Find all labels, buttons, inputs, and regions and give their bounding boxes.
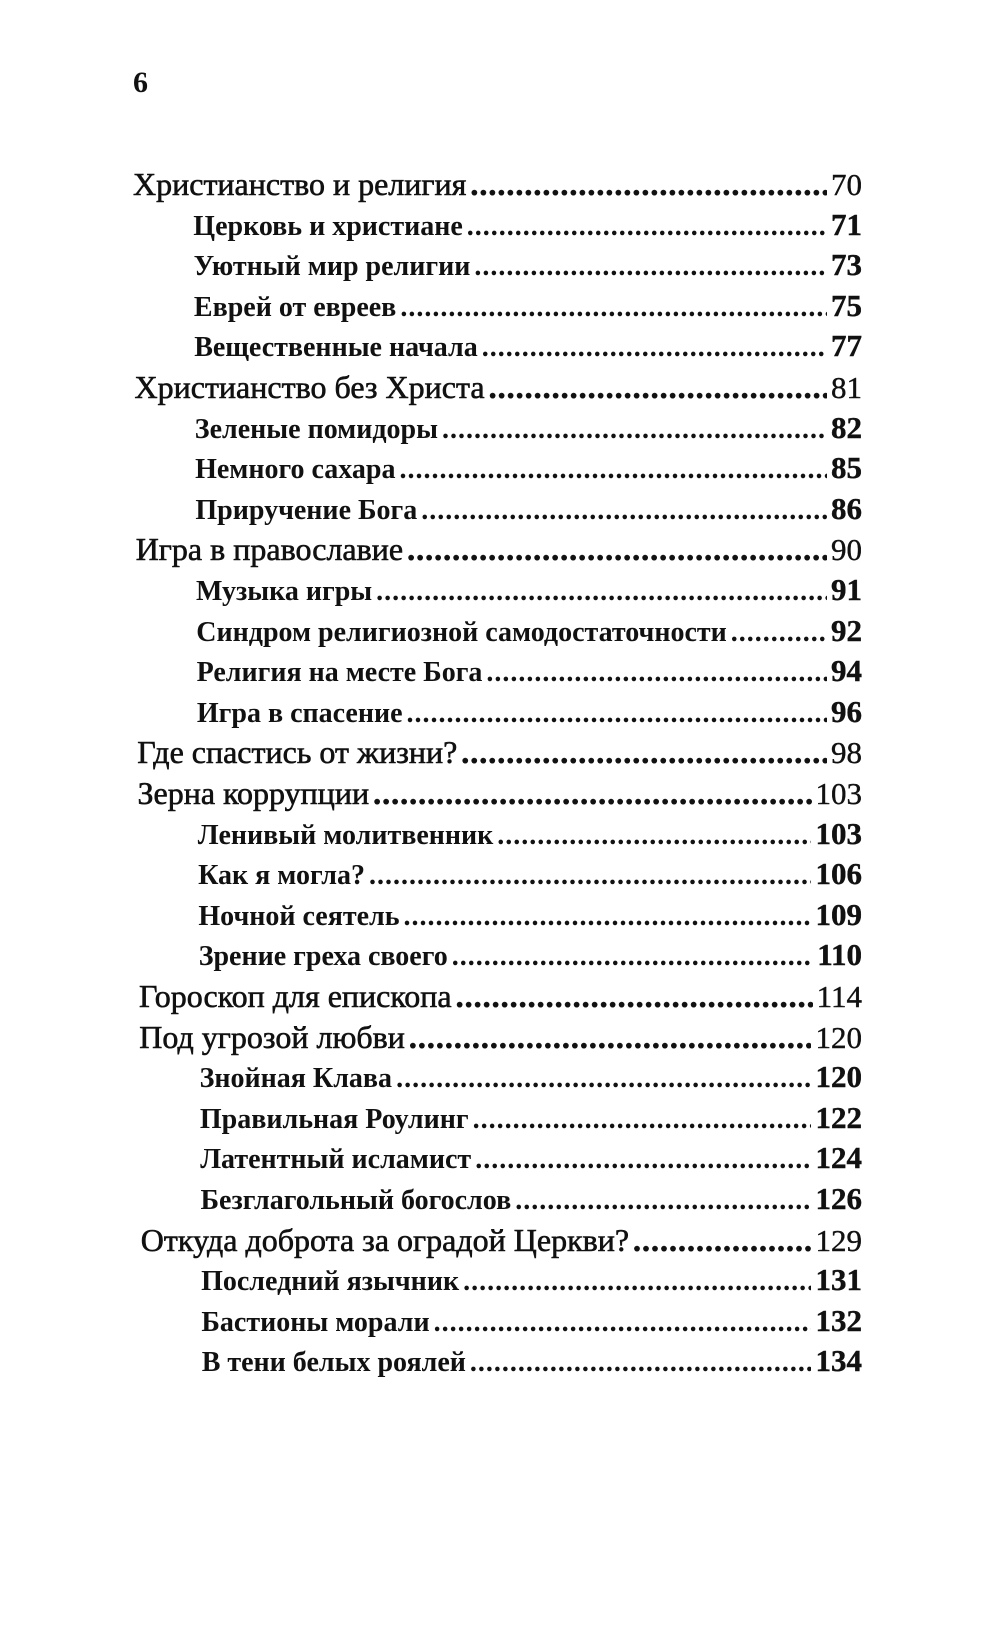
toc-entry-page: 92 bbox=[830, 612, 862, 648]
toc-entry-page: 96 bbox=[830, 693, 862, 729]
toc-section bbox=[199, 934, 862, 976]
toc-entry-page: 91 bbox=[831, 572, 862, 607]
toc-dot-leader bbox=[452, 936, 813, 978]
toc-section bbox=[197, 691, 862, 733]
toc-entry-page: 85 bbox=[830, 450, 862, 486]
toc-dot-leader bbox=[515, 1180, 811, 1222]
toc-entry-title: Приручение Бога bbox=[195, 494, 418, 526]
toc-entry-page: 86 bbox=[830, 490, 862, 526]
toc-dot-leader bbox=[373, 772, 811, 814]
toc-entry-title: Бастионы морали bbox=[201, 1306, 430, 1338]
toc-entry-page: 122 bbox=[815, 1099, 862, 1135]
toc-dot-leader bbox=[409, 1016, 812, 1058]
toc-chapter bbox=[133, 163, 862, 205]
toc-entry-page: 82 bbox=[830, 409, 862, 445]
toc-dot-leader bbox=[404, 896, 812, 938]
toc-entry-title: Христианство и религия bbox=[133, 166, 467, 202]
toc-entry-page: 106 bbox=[815, 856, 862, 892]
toc-chapter bbox=[139, 975, 862, 1017]
toc-entry-page: 103 bbox=[815, 776, 862, 811]
toc-dot-leader bbox=[400, 449, 827, 491]
toc-entry-page: 110 bbox=[817, 937, 862, 973]
toc-entry-title: Ленивый молитвенник bbox=[197, 819, 494, 851]
toc-entry-page: 77 bbox=[830, 328, 862, 364]
toc-dot-leader bbox=[396, 1058, 811, 1100]
toc-entry-page: 90 bbox=[830, 532, 862, 568]
toc-chapter bbox=[137, 731, 862, 773]
toc-chapter bbox=[141, 1219, 862, 1261]
toc-entry-page: 132 bbox=[815, 1302, 862, 1338]
toc-dot-leader bbox=[467, 206, 827, 248]
toc-entry-page: 134 bbox=[815, 1343, 862, 1379]
toc-section bbox=[201, 1300, 862, 1342]
toc-chapter bbox=[135, 366, 863, 408]
toc-entry-title: Под угрозой любви bbox=[139, 1018, 405, 1055]
toc-entry-page: 114 bbox=[816, 979, 862, 1014]
toc-section bbox=[198, 853, 862, 895]
toc-entry-page: 81 bbox=[831, 370, 862, 405]
toc-entry-title: Зерна коррупции bbox=[137, 775, 370, 811]
toc-section bbox=[195, 488, 862, 530]
toc-dot-leader bbox=[463, 1261, 811, 1303]
toc-section bbox=[196, 569, 862, 611]
toc-section bbox=[193, 204, 862, 246]
toc-entry-title: Игра в спасение bbox=[196, 697, 403, 729]
toc-dot-leader bbox=[461, 731, 827, 773]
toc-entry-title: Немного сахара bbox=[195, 454, 396, 486]
toc-entry-page: 75 bbox=[830, 287, 862, 323]
toc-section bbox=[200, 1137, 862, 1179]
toc-entry-title: В тени белых роялей bbox=[201, 1347, 466, 1379]
toc-dot-leader bbox=[474, 246, 827, 288]
toc-entry-title: Церковь и христиане bbox=[193, 210, 463, 242]
toc-section bbox=[194, 285, 862, 327]
toc-dot-leader bbox=[407, 693, 827, 735]
toc-section bbox=[198, 894, 862, 936]
toc-entry-page: 124 bbox=[815, 1140, 862, 1176]
toc-entry-title: Христианство без Христа bbox=[134, 369, 485, 405]
toc-entry-title: Латентный исламист bbox=[200, 1144, 472, 1176]
toc-entry-page: 70 bbox=[831, 167, 862, 202]
toc-section bbox=[197, 650, 862, 692]
toc-entry-page: 120 bbox=[815, 1019, 862, 1055]
toc-dot-leader bbox=[456, 975, 813, 1017]
toc-entry-title: Музыка игры bbox=[196, 576, 373, 607]
toc-entry-title: Безглагольный богослов bbox=[200, 1185, 512, 1216]
toc-section bbox=[198, 813, 862, 855]
toc-chapter bbox=[138, 772, 863, 814]
toc-dot-leader bbox=[470, 1342, 812, 1384]
toc-dot-leader bbox=[486, 652, 827, 694]
toc-dot-leader bbox=[633, 1219, 811, 1261]
toc-section bbox=[196, 610, 862, 652]
toc-entry-title: Зрение греха своего bbox=[198, 941, 448, 973]
toc-entry-title: Уютный мир религии bbox=[193, 251, 471, 283]
toc-chapter bbox=[139, 1016, 862, 1058]
toc-entry-page: 98 bbox=[830, 735, 862, 771]
toc-entry-page: 94 bbox=[830, 653, 862, 689]
page-number: 6 bbox=[133, 66, 148, 99]
toc-section bbox=[195, 447, 862, 489]
toc-dot-leader bbox=[482, 327, 827, 369]
toc-section bbox=[194, 325, 862, 367]
toc-dot-leader bbox=[376, 571, 827, 613]
toc-entry-page: 131 bbox=[815, 1262, 862, 1298]
toc-entry-title: Религия на месте Бога bbox=[196, 657, 483, 689]
toc-entry-page: 109 bbox=[815, 896, 862, 932]
toc-entry-page: 73 bbox=[830, 247, 862, 283]
toc-section bbox=[202, 1340, 862, 1382]
toc-entry-page: 120 bbox=[815, 1059, 862, 1095]
toc-entry-page: 103 bbox=[815, 815, 862, 851]
toc-entry-title: Вещественные начала bbox=[194, 332, 478, 364]
toc-entry-title: Гороскоп для епископа bbox=[139, 978, 452, 1014]
toc-entry-title: Еврей от евреев bbox=[193, 291, 397, 323]
toc-dot-leader bbox=[400, 287, 827, 329]
toc-entry-title: Откуда доброта за оградой Церкви? bbox=[140, 1221, 630, 1258]
toc-dot-leader bbox=[473, 1099, 812, 1141]
toc-entry-title: Где спастись от жизни? bbox=[137, 734, 458, 771]
toc-entry-title: Знойная Клава bbox=[199, 1063, 393, 1095]
toc-dot-leader bbox=[407, 528, 827, 570]
toc-dot-leader bbox=[489, 366, 827, 408]
toc-entry-page: 71 bbox=[830, 206, 862, 242]
toc-entry-page: 126 bbox=[815, 1181, 862, 1216]
toc-section bbox=[200, 1056, 862, 1098]
toc-entry-page: 129 bbox=[815, 1222, 862, 1258]
toc-section bbox=[201, 1259, 862, 1301]
toc-dot-leader bbox=[731, 612, 827, 654]
toc-entry-title: Зеленые помидоры bbox=[194, 413, 438, 445]
toc-section bbox=[195, 407, 862, 449]
toc-dot-leader bbox=[475, 1139, 811, 1181]
toc-dot-leader bbox=[497, 815, 811, 857]
toc-entry-title: Игра в православие bbox=[135, 531, 404, 568]
toc-dot-leader bbox=[442, 409, 827, 451]
toc-entry-title: Ночной сеятель bbox=[198, 900, 400, 932]
toc-section bbox=[200, 1097, 862, 1139]
toc-entry-title: Правильная Роулинг bbox=[199, 1103, 469, 1135]
toc-chapter bbox=[136, 528, 862, 570]
toc-entry-title: Как я могла? bbox=[198, 860, 366, 892]
toc-dot-leader bbox=[421, 490, 827, 532]
toc-entry-title: Последний язычник bbox=[201, 1266, 460, 1298]
toc-dot-leader bbox=[434, 1302, 812, 1344]
toc-entry-title: Синдром религиозной самодостаточности bbox=[196, 616, 727, 648]
toc-dot-leader bbox=[470, 163, 827, 205]
toc-section bbox=[194, 244, 862, 286]
toc-dot-leader bbox=[369, 855, 811, 897]
toc-section bbox=[201, 1178, 863, 1220]
